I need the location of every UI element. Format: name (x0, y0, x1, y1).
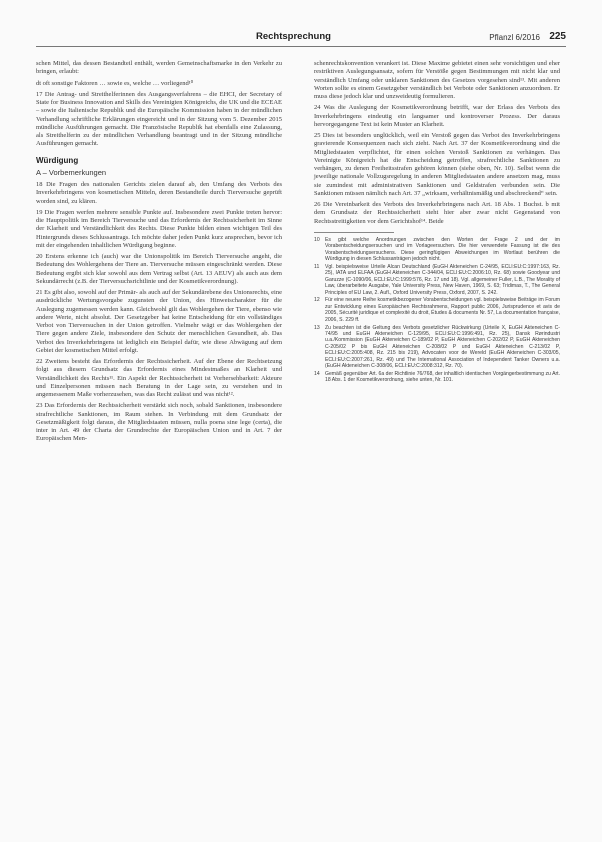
footnote-text: Zu beachten ist die Geltung des Verbots gesetzlicher Rückwirkung (Urteile X, EuGH Akteneichen C-74/95 und EuGH Akteneichen C-129/95, ECLI:EU:C:1996:491, Rz. 25), Dansk Rørindustri u.a./Kommission (EuGH Akteneichen C-189/02 P, EuGH Akteneichen C-202/02 P, EuGH Akteneichen C-205/02 P bis EuGH Akteneichen C-208/02 P und EuGH Akteneichen C-213/02 P, ECLI:EU:C:2005:408, Rz. 215 bis 219), Advocaten voor de Wereld (EuGH Akteneichen C-303/05, ECLI:EU:C:2007:261, Rz. 49) und The International Association of Independent Tanker Owners u.a. (EuGH Akteneichen C-308/06, ECLI:EU:C:2008:312, Rz. 70). (325, 324, 560, 369)
section-title: Rechtsprechung (256, 31, 331, 42)
footnote (314, 325, 560, 370)
footnote (314, 264, 560, 296)
footnote-number: 12 (314, 297, 320, 304)
left-column (36, 60, 282, 447)
subsection-heading: A – Vorbemerkungen (36, 167, 107, 177)
footnote-separator (314, 232, 394, 233)
right-column (314, 60, 560, 385)
paragraph: 23 Das Erfordernis der Rechtssicherheit verstärkt sich noch, sobald Sanktionen, insbesondere strafrechtliche Sanktionen, im Raum stehen. In Verbindung mit dem Grundsatz der Gesetzmäßigkeit folgt daraus, die Mitgliedstaaten müssen, nulla poena sine lege (certa), die inter in Art. 49 der Charta der Grundrechte der Europäischen Union und in Art. 7 der Europäischen Men- (36, 402, 282, 443)
paragraph: 20 Erstens erkenne ich (auch) war die Unionspolitik im Bereich Tierversuche angeht, die Bedeutung des Wohlergehens der Tiere an. Tierversuche müssen eingeschränkt werden. Diese Bedeutung ergibt sich klar sowohl aus dem Vertrag selbst (Art. 13 AEUV) als auch aus dem Sekundärrecht (z.B. der Tierversuchsrichtlinie und der Kosmetikverordnung). (36, 253, 282, 285)
paragraph: 17 Die Antrag- und Streithelferinnen des Ausgangsverfahrens – die EHCI, der Secretary of State for Business Innovation and Skills des Vereinigten Königreichs, die UK und die ECEAE – sowie die Italienische Republik und die Europäische Kommission haben in der mündlichen Verhandlung schriftliche Erklärungen eingereicht und in der Sitzung vom 5. Dezember 2015 mündliche Ausführungen gemacht. Die Französische Republik hat ebenfalls eine Zulassung, als Streithelferin zu der mündlichen Verhandlung beantragt und in der Sitzung mündliche Ausführungen gemacht. (36, 90, 282, 148)
paragraph: dt oft sonstige Faktoren … sowie es, welche … vorliegend¹⁰ (36, 79, 194, 87)
page-number: 225 (549, 31, 566, 42)
paragraph: schenrechtskonvention verankert ist. Diese Maxime gebietet einen sehr vorsichtigen und eher restriktiven Auslegungsansatz, sofern für Verstöße gegen Bestimmungen mit nicht klar und verständlich Umfang oder unklaren Sanktionen des Gesetzes vorgesehen sind¹³. Mit anderen Worten sollte es einem Gesetzgeber verständlich bei Verbote oder Sanktionen anzuordnen. Er muss diese jedoch klar und unzweideutig formulieren. (314, 60, 560, 100)
footnote-number: 13 (314, 324, 320, 331)
footnote-text: Vgl. beispielsweise Urteile Alcan Deutschland (EuGH Akteneichen C-24/95, ECLI:EU:C:1997:163, Rz. 25), IATA und ELFAA (EuGH Akteneichen C-344/04, ECLI:EU:C:2006:10, Rz. 68) sowie Goodyear und Garuzze (C-1090/06, ECLI:EU:C:1999:576, Rz. 17 und 18). Vgl. allgemeiner Fuller, L.B., The Morality of Law, überarbeitete Ausgabe, Yale University Press, New Haven, 1969, S. 63; Tridimas, T., The General Principles of EU Law, 2. Aufl., Oxford University Press, Oxford, 2007, S. 242. (325, 263, 560, 296)
paragraph: 22 Zweitens besteht das Erfordernis der Rechtssicherheit. Auf der Ebene der Rechtsetzung folgt aus diesem Grundsatz das Erfordernis eines Mindestmaßes an Klarheit und Verständlichkeit des Rechts¹¹. Ein Aspekt der Rechtssicherheit ist Vorhersehbarkeit: Akteure und Einzelpersonen müssen nach Beratung in der Lage sein, zu verstehen und in angemessenem Maße vorherzusehen, was das Recht zulässt und was nicht¹². (36, 358, 282, 398)
paragraph: 25 Dies ist besonders unglücklich, weil ein Verstoß gegen das Verbot des Inverkehrbringens gravierende Konsequenzen nach sich zieht. Nach Art. 37 der Kosmetikverordnung sind die Mitgliedstaaten verpflichtet, für einen solchen Verstoß Sanktionen zu verhängen. Das Vereinigte Königreich hat die Entscheidung getroffen, strafrechtliche Sanktionen zu verhängen, zu denen Freiheitsstrafen gehören können (siehe oben, Nr. 10). Selbst wenn die jeweilige nationale Vollzugsregelung in anderen Mitgliedstaaten andere ansetzen mag, muss sie zumindest mit administrativen Sanktionen und Geldstrafen verbunden sein. Die Sanktionen müssen nämlich nach Art. 37 „wirksam, verhältnismäßig und abschreckend“ sein. (314, 132, 560, 197)
journal-issue: Pflanzl 6/2016 (489, 33, 540, 42)
page-header (36, 29, 566, 49)
footnote-number: 10 (314, 236, 320, 243)
footnote-text: Es gibt welche Anordnungen zwischen den Worten der Frage 2 und der im Vorabentscheidungsersuchen und im Vorlageersuchen. Die hier verwendete Fassung ist die des Vorabentscheidungsersuchens. Diese geringfügigen Abweichungen im Wortlaut berühren die Würdigung in diesen Schlussanträgen jedoch nicht. (325, 236, 560, 262)
footnote (314, 237, 560, 263)
footnote (314, 297, 560, 323)
footnote-text: Für eine neuere Reihe kosmetikbezogener Vorabentscheidungen vgl. beispielsweise Beiträge im Forum zur Entwicklung eines Europäischen Rechtsrahmens, Rapport public 2006, Jurisprudence et avis de 2005, Sécurité juridique et complexité du droit, Études & documents Nr. 57, La documentation française, 2006, S. 229 ff. (325, 297, 561, 323)
paragraph: 24 Was die Auslegung der Kosmetikverordnung betrifft, war der Erlass des Verbots des Inverkehrbringens eindeutig ein langsamer und kontroverser Prozess. Der daraus hervorgegangene Text ist kein Muster an Klarheit. (314, 104, 560, 128)
paragraph: schen Mittel, das dessen Bestandteil enthält, werden Gemeinschaftsmarke in den Verkehr zu bringen, erlaubt: (36, 60, 282, 76)
footnote (314, 371, 560, 384)
section-heading: Würdigung (36, 155, 79, 165)
footnote-text: Gemäß gegenüber Art. 6a der Richtlinie 76/768, der inhaltlich identischen Vorgängerbestimmung zu Art. 18 Abs. 1 der Kosmetikverordnung, siehe unten, Nr. 101. (325, 370, 560, 384)
header-rule (36, 46, 566, 47)
paragraph: 19 Die Fragen werfen mehrere sensible Punkte auf. Insbesondere zwei Punkte treten hervor: die Hauptpolitik im Bereich Tierversuche und das Erfordernis der Rechtssicherheit im Sinne der Klarheit und Verständlichkeit des Rechts. Diese Punkte bilden einen wichtigen Teil des Hintergrunds dieses Schlussantrags. Ich möchte daher jeden Punkt kurz ansprechen, bevor ich mit der eingehenden inhaltlichen Würdigung beginne. (36, 208, 282, 249)
footnote-number: 14 (314, 370, 320, 377)
paragraph: 26 Die Vereinbarkeit des Verbots des Inverkehrbringens nach Art. 18 Abs. 1 Buchst. b mit dem Grundsatz der Rechtssicherheit steht hier aber zwar nicht Gegenstand von Rechtsstreitigkeiten vor dem Gerichtshof¹⁴. Beide (314, 201, 560, 225)
paragraph: 21 Es gibt also, sowohl auf der Primär- als auch auf der Sekundärebene des Unionsrechts, eine ausdrückliche Wertungsvorgabe zugunsten der Union, des Hinweischarakter für die Auslegung zugemessen werden kann. Gleichwohl gilt das Wohlergehen der Tiere, ebenso wie andere Werte, nicht absolut. Der Gesetzgeber hat keine Entscheidung für ein vollständiges Verbot von Tierversuchen in der Union getroffen. Vielmehr wägt er das Wohlergehen der Tiere gegen andere Ziele, insbesondere den Schutz der menschlichen Gesundheit, ab. Das Verbot des Inverkehrbringens ist lediglich ein Beispiel dafür, wie diese Abwägung auf dem Gebiet der kosmetischen Mittel erfolgt. (36, 289, 282, 354)
footnote-number: 11 (314, 263, 320, 270)
paragraph: 18 Die Fragen des nationalen Gerichts zielen darauf ab, den Umfang des Verbots des Inverkehrbringens von kosmetischen Mitteln, deren Bestandteile durch Tierversuche geprüft worden sind, zu klären. (36, 181, 282, 205)
